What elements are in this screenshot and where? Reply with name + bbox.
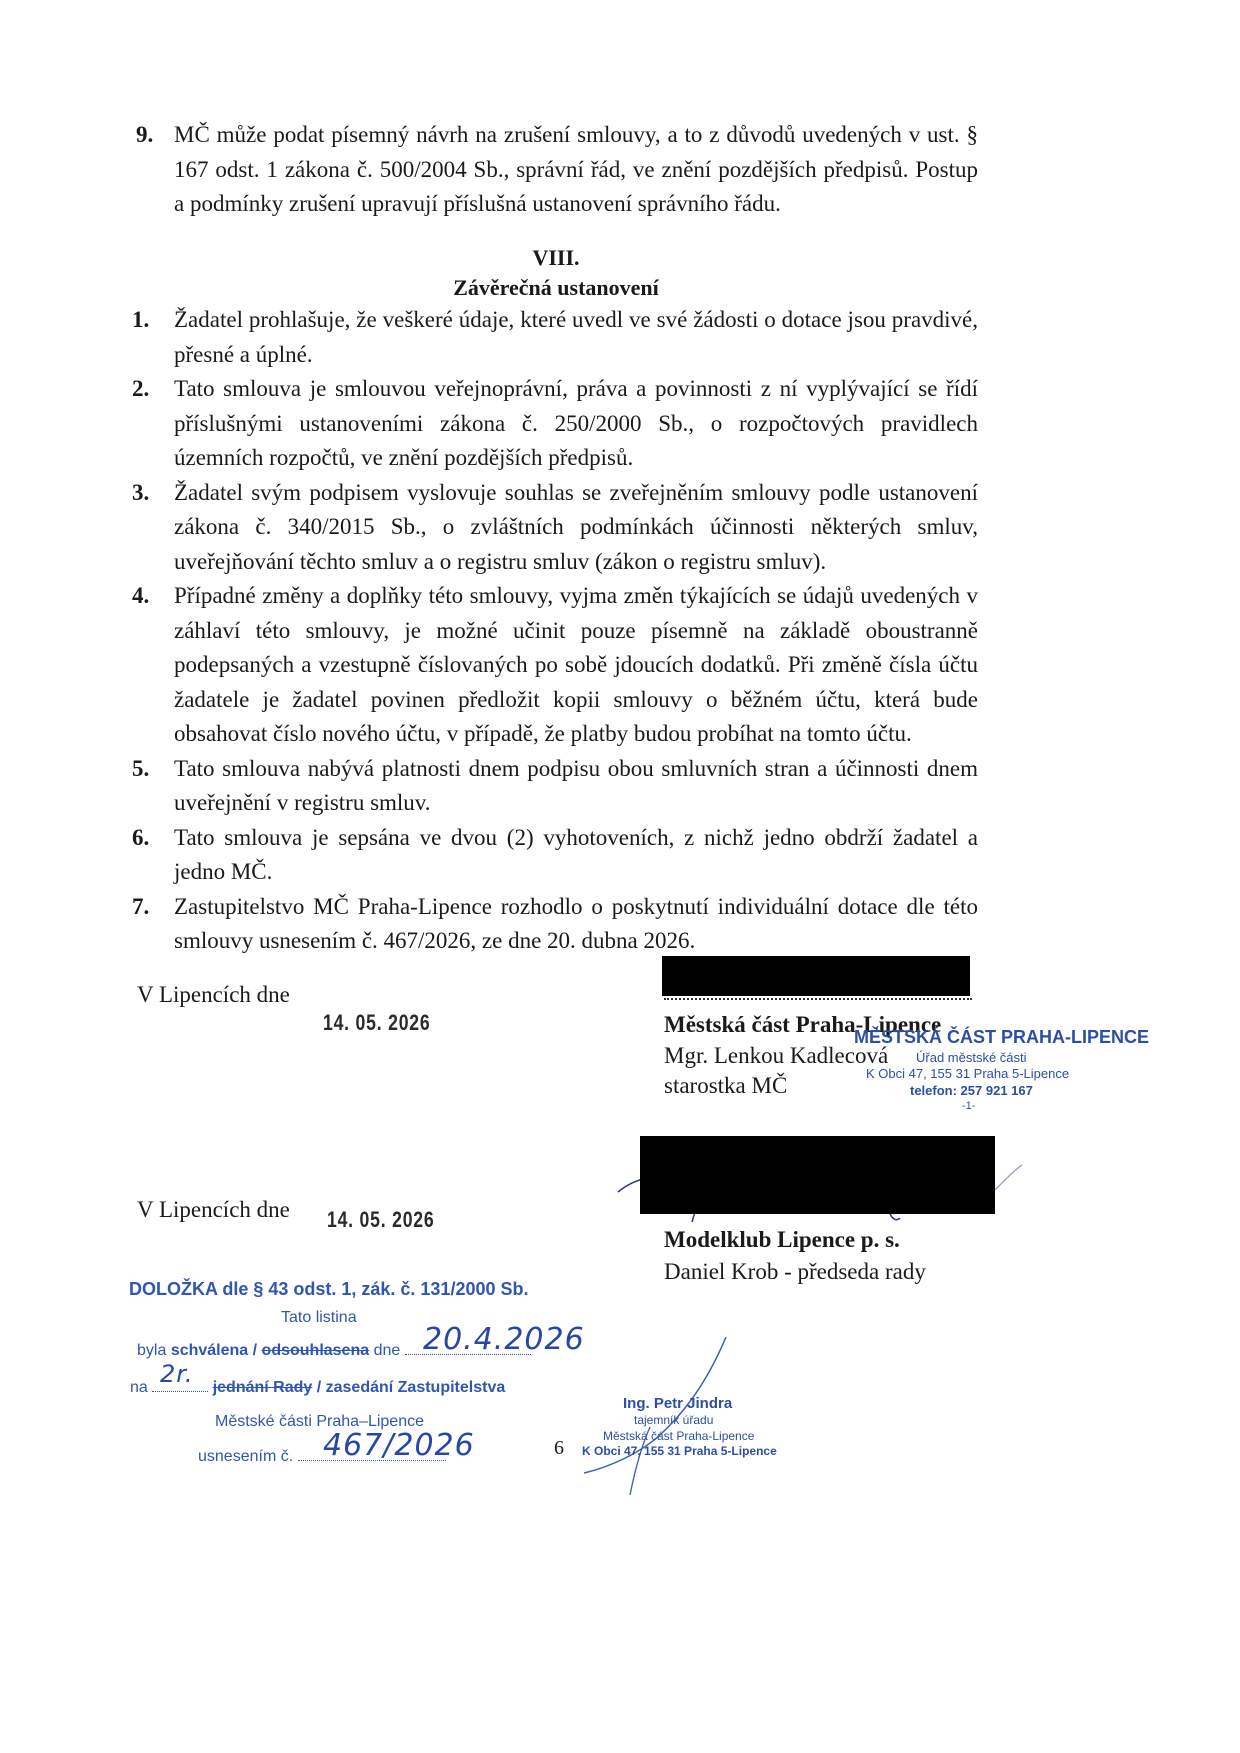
clause-line-3-prefix: na [130, 1379, 148, 1396]
provision-text: Tato smlouva nabývá platnosti dnem podpisu obou smluvních stran a účinnosti dnem uveřejnění v registru smluv. [174, 755, 978, 815]
item-9-number: 9. [136, 122, 154, 147]
provisions-list [132, 303, 978, 959]
signature-1-party: Městská část Praha-Lipence [664, 1012, 942, 1037]
signature-2-party: Modelklub Lipence p. s. [664, 1227, 900, 1252]
clerk-address: K Obci 47, 155 31 Praha 5-Lipence [582, 1444, 777, 1458]
provision-number: 7. [132, 893, 150, 919]
section-number: VIII. [532, 245, 580, 270]
provision-number: 5. [132, 755, 150, 781]
clause-approved: schválena / [170, 1342, 258, 1359]
provision-item [132, 579, 978, 752]
stamp-line-1: MĚSTSKÁ ČÁST PRAHA-LIPENCE [854, 1027, 1150, 1047]
provision-text: Zastupitelstvo MČ Praha-Lipence rozhodlo o poskytnutí individuální dotace dle této smlouvy usnesením č. 467/2026, ze dne 20. dubna 2026. [174, 893, 978, 953]
clause-on-date: dne [373, 1342, 401, 1359]
clause-line-1: Tato listina [281, 1309, 357, 1326]
signature-1-date: 14. 05. 2026 [323, 1010, 431, 1035]
section-title: Závěrečná ustanovení [453, 275, 659, 300]
clause-line-4: Městské části Praha–Lipence [215, 1413, 424, 1430]
provision-item [132, 890, 978, 959]
clause-title: DOLOŽKA dle § 43 odst. 1, zák. č. 131/2000 Sb. [129, 1279, 529, 1299]
provision-number: 6. [132, 824, 150, 850]
signature-2-date: 14. 05. 2026 [327, 1207, 435, 1232]
provision-item [132, 303, 978, 372]
provision-text: Žadatel prohlašuje, že veškeré údaje, které uvedl ve své žádosti o dotace jsou pravdivé, přesné a úplné. [174, 307, 978, 367]
signature-1-role: starostka MČ [664, 1073, 788, 1098]
clause-agreed-struck: odsouhlasena [261, 1342, 370, 1359]
signature-2-representative: Daniel Krob - předseda rady [664, 1259, 926, 1284]
clause-line-5-prefix: usnesením č. [198, 1448, 294, 1465]
provision-number: 2. [132, 376, 150, 401]
provision-text: Tato smlouva je sepsána ve dvou (2) vyhotoveních, z nichž jedno obdrží žadatel a jedno MČ. [174, 824, 978, 884]
clerk-name: Ing. Petr Jindra [623, 1395, 733, 1412]
provision-text: Žadatel svým podpisem vyslovuje souhlas se zveřejněním smlouvy podle ustanovení zákona č. 340/2015 Sb., o zvláštních podmínkách účinnosti některých smluv, uveřejňování těchto smluv a o registru smluv (zákon o registru smluv). [174, 479, 978, 574]
clerk-role: tajemník úřadu [634, 1413, 714, 1427]
stamp-line-3: K Obci 47, 155 31 Praha 5-Lipence [866, 1066, 1070, 1081]
redacted-signature-1 [662, 956, 970, 996]
clerk-office: Městská část Praha-Lipence [603, 1429, 755, 1443]
clause-assembly: / zasedání Zastupitelstva [316, 1379, 506, 1396]
provision-number: 1. [132, 307, 150, 332]
signature-1-representative: Mgr. Lenkou Kadlecová [664, 1043, 889, 1068]
clause-line-2-prefix: byla [137, 1342, 167, 1359]
signature-1-place: V Lipencích dne [137, 982, 290, 1007]
provision-item [132, 752, 978, 821]
signature-1-line [664, 998, 972, 1000]
stamp-line-4: telefon: 257 921 167 [910, 1083, 1033, 1098]
clause-handwritten-resolution: 467/2026 [323, 1428, 475, 1463]
provision-number: 4. [132, 583, 150, 608]
redacted-signature-2 [640, 1136, 995, 1214]
provision-text: Případné změny a doplňky této smlouvy, vyjma změn týkajících se údajů uvedených v záhlaví této smlouvy, je možné učinit pouze písemně na základě oboustranně podepsaných a vzestupně číslovaných po sobě jdoucích dodatků. Při změně čísla účtu žadatele je žadatel povinen předložit kopii smlouvy o běžném účtu, která bude obsahovat číslo nového účtu, v případě, že platby budou probíhat na tomto účtu. [174, 583, 978, 746]
signature-2-place: V Lipencích dne [137, 1197, 290, 1222]
clause-handwritten-session: 2r. [160, 1360, 194, 1388]
item-9-text: MČ může podat písemný návrh na zrušení smlouvy, a to z důvodů uvedených v ust. § 167 odst. 1 zákona č. 500/2004 Sb., správní řád, ve znění pozdějších předpisů. Postup a podmínky zrušení upravují příslušná ustanovení správního řádu. [174, 122, 978, 216]
provision-item [132, 372, 978, 476]
provision-item [132, 476, 978, 580]
page-number: 6 [554, 1437, 564, 1459]
clause-council-struck: jednání Rady [212, 1379, 313, 1396]
stamp-line-2: Úřad městské části [916, 1050, 1027, 1065]
provision-number: 3. [132, 479, 150, 505]
provision-item [132, 821, 978, 890]
clause-handwritten-date: 20.4.2026 [423, 1322, 585, 1357]
stamp-line-5: -1- [962, 1100, 976, 1112]
provision-text: Tato smlouva je smlouvou veřejnoprávní, práva a povinnosti z ní vyplývající se řídí příslušnými ustanoveními zákona č. 250/2000 Sb., o rozpočtových pravidlech územních rozpočtů, ve znění pozdějších předpisů. [174, 376, 978, 470]
